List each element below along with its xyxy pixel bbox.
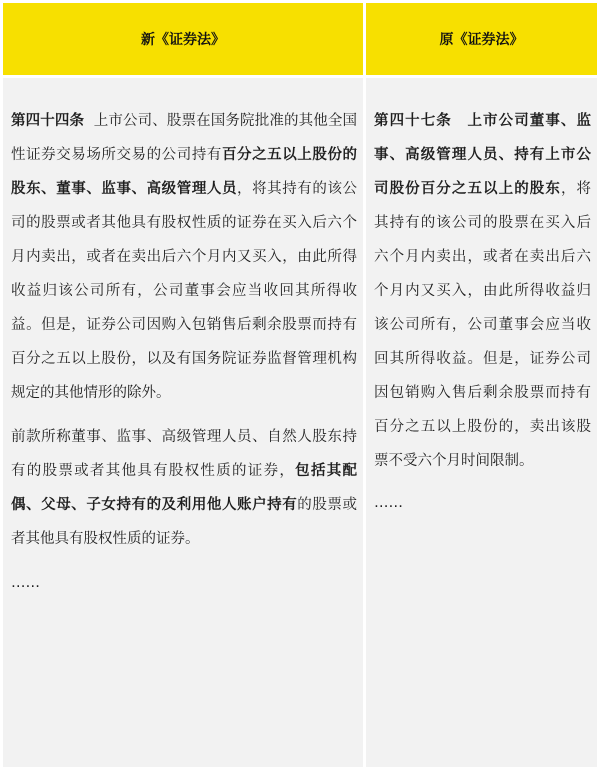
old-law-content [366,78,597,767]
new-law-title: 新《证券法》 [141,32,225,48]
new-law-header [3,3,363,75]
old-law-title: 原《证券法》 [439,32,524,48]
paragraph-text: 的股票或者其他具有股权性质的证券。 [11,497,358,547]
paragraph-text: 上市公司、股票在国务院批准的其他全国性证券交易场所交易的公司持有 [11,113,358,163]
ellipsis: …… [11,575,40,591]
new-law-column [3,3,363,767]
ellipsis: …… [374,495,403,511]
article-number: 第四十四条 [11,113,85,129]
paragraph-text: 前款所称董事、监事、高级管理人员、自然人股东持有的股票或者其他具有股权性质的证券， [11,429,357,479]
new-law-content [3,78,363,767]
old-law-paragraph-1 [374,104,591,478]
emphasized-text: 百分之五以上股份的股东、董事、监事、高级管理人员 [11,147,358,197]
new-law-paragraph-2 [11,420,357,556]
emphasized-text: 包括其配偶、父母、子女持有的及利用他人账户持有 [11,463,358,513]
new-law-paragraph-1 [11,104,357,410]
old-law-header [366,3,597,75]
comparison-table [3,3,597,767]
paragraph-text: ，将其持有的该公司的股票或者其他具有股权性质的证券在买入后六个月内卖出，或者在卖出后六个月内又买入，由此所得收益归该公司所有，公司董事会应当收回其所得收益。但是，证券公司因购入包销售后剩余股票而持有百分之五以上股份，以及有国务院证券监督管理机构规定的其他情形的除外。 [11,181,358,401]
emphasized-text: 第四十七条 上市公司董事、监事、高级管理人员、持有上市公司股份百分之五以上的股东 [374,113,591,197]
old-law-column [366,3,597,767]
paragraph-text: ，将其持有的该公司的股票在买入后六个月内卖出，或者在卖出后六个月内又买入，由此所得收益归该公司所有，公司董事会应当收回其所得收益。但是，证券公司因包销购入售后剩余股票而持有百分之五以上股份的，卖出该股票不受六个月时间限制。 [374,181,592,469]
